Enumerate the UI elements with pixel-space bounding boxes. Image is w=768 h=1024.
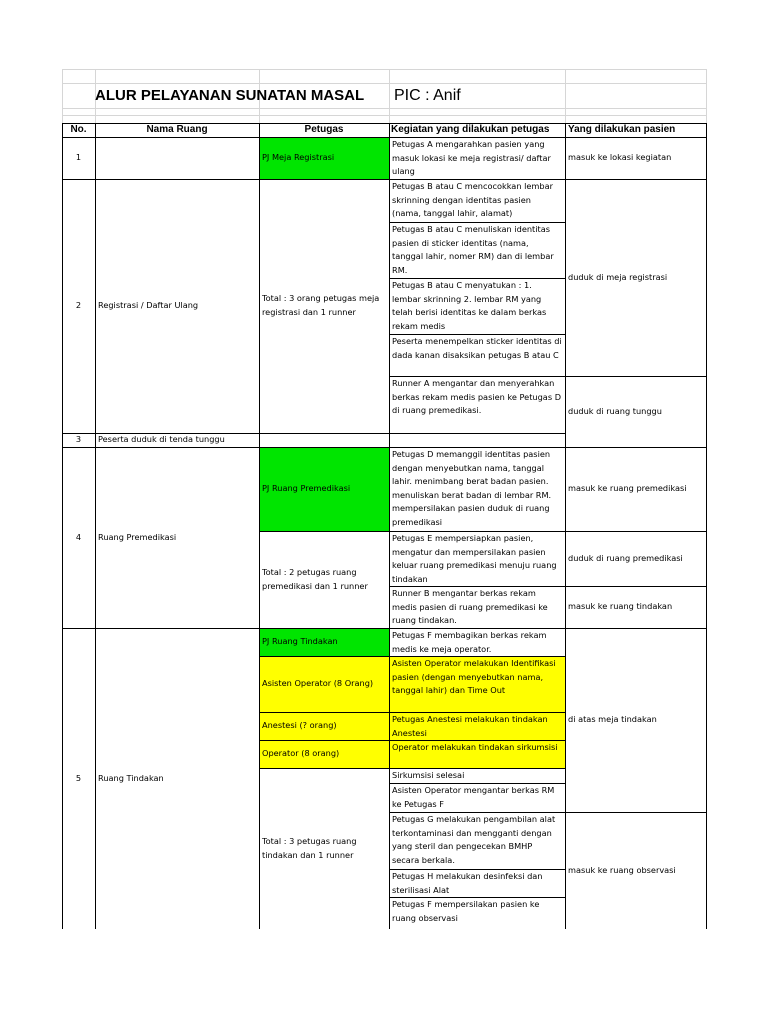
row2-kegiatan-2: Petugas B atau C menuliskan identitas pasien di sticker identitas (nama, tanggal lahir, nomer RM) dan di lembar RM. [392, 224, 554, 275]
header-nama-ruang: Nama Ruang [146, 124, 208, 136]
row5-petugas-operator: Operator (8 orang) [259, 740, 389, 768]
row2-petugas: Total : 3 orang petugas meja registrasi dan 1 runner [262, 293, 380, 317]
row4-kegiatan-1: Petugas D memanggil identitas pasien dengan menyebutkan nama, tanggal lahir. menimbang berat badan pasien. menuliskan berat badan di lembar RM. mempersilakan pasien duduk di ruang premedikasi [392, 449, 552, 527]
row5-kegiatan-8: Petugas H melakukan desinfeksi dan sterilisasi Alat [392, 871, 543, 895]
row2-no: 2 [75, 300, 82, 311]
spreadsheet [62, 69, 707, 929]
pic-label: PIC : Anif [394, 87, 461, 105]
row5-kegiatan-2: Asisten Operator melakukan Identifikasi pasien (dengan menyebutkan nama, tanggal lahir) dan Time Out [389, 656, 565, 712]
row1-petugas: PJ Meja Registrasi [259, 137, 389, 179]
header-kegiatan: Kegiatan yang dilakukan petugas [391, 124, 550, 136]
row5-petugas-asisten: Asisten Operator (8 Orang) [259, 656, 389, 712]
row2-kegiatan-1: Petugas B atau C mencocokkan lembar skrinning dengan identitas pasien (nama, tanggal lahir, alamat) [392, 181, 553, 219]
row5-kegiatan-9: Petugas F mempersilakan pasien ke ruang observasi [392, 899, 540, 923]
header-pasien: Yang dilakukan pasien [568, 124, 676, 136]
row1-no: 1 [75, 152, 82, 163]
row4-pasien-2: duduk di ruang premedikasi [568, 552, 683, 563]
row4-pasien-1: masuk ke ruang premedikasi [568, 483, 687, 494]
row2-nama: Registrasi / Daftar Ulang [98, 300, 199, 311]
header-petugas: Petugas [304, 124, 344, 136]
row2-pasien-2: duduk di ruang tunggu [568, 405, 662, 416]
row5-no: 5 [75, 772, 82, 783]
row3-nama: Peserta duduk di tenda tunggu [98, 434, 225, 445]
row4-petugas-pj: PJ Ruang Premedikasi [259, 447, 389, 531]
row2-kegiatan-5: Runner A mengantar dan menyerahkan berkas rekam medis pasien ke Petugas D di ruang premedikasi. [392, 378, 561, 416]
row1-kegiatan: Petugas A mengarahkan pasien yang masuk lokasi ke meja registrasi/ daftar ulang [392, 139, 551, 177]
row3-no: 3 [75, 434, 82, 445]
row2-kegiatan-3: Petugas B atau C menyatukan : 1. lembar skrinning 2. lembar RM yang telah berisi identitas ke dalam berkas rekam medis [392, 280, 547, 331]
row2-pasien-1: duduk di meja registrasi [568, 271, 668, 282]
row4-petugas-total: Total : 2 petugas ruang premedikasi dan 1 runner [262, 566, 368, 591]
row5-petugas-total: Total : 3 petugas ruang tindakan dan 1 runner [262, 835, 357, 860]
row2-kegiatan-4: Peserta menempelkan sticker identitas di dada kanan disaksikan petugas B atau C [392, 336, 562, 360]
row5-petugas-anestesi: Anestesi (? orang) [259, 712, 389, 740]
row5-pasien-1: di atas meja tindakan [568, 714, 657, 725]
row4-nama: Ruang Premedikasi [98, 531, 177, 542]
header-no: No. [70, 124, 87, 136]
row5-kegiatan-7: Petugas G melakukan pengambilan alat terkontaminasi dan mengganti dengan yang steril dan pengecekan BMHP secara berkala. [392, 814, 556, 865]
row5-kegiatan-4: Operator melakukan tindakan sirkumsisi [389, 740, 565, 768]
row1-pasien: masuk ke lokasi kegiatan [568, 152, 672, 163]
row4-no: 4 [75, 531, 82, 542]
row5-petugas-pj: PJ Ruang Tindakan [259, 628, 389, 656]
row5-pasien-2: masuk ke ruang observasi [568, 864, 676, 875]
row4-kegiatan-2: Petugas E mempersiapkan pasien, mengatur dan mempersilakan pasien keluar ruang premedikasi menuju ruang tindakan [392, 533, 557, 584]
row5-kegiatan-3: Petugas Anestesi melakukan tindakan Anestesi [389, 712, 565, 740]
row4-kegiatan-3: Runner B mengantar berkas rekam medis pasien di ruang premedikasi ke ruang tindakan. [392, 588, 548, 626]
document-title: ALUR PELAYANAN SUNATAN MASAL [95, 87, 365, 105]
row4-pasien-3: masuk ke ruang tindakan [568, 601, 673, 612]
row5-nama: Ruang Tindakan [98, 772, 164, 783]
row5-kegiatan-1: Petugas F membagikan berkas rekam medis ke meja operator. [392, 630, 547, 654]
row5-kegiatan-5: Sirkumsisi selesai [392, 770, 465, 780]
row5-kegiatan-6: Asisten Operator mengantar berkas RM ke Petugas F [392, 785, 555, 809]
